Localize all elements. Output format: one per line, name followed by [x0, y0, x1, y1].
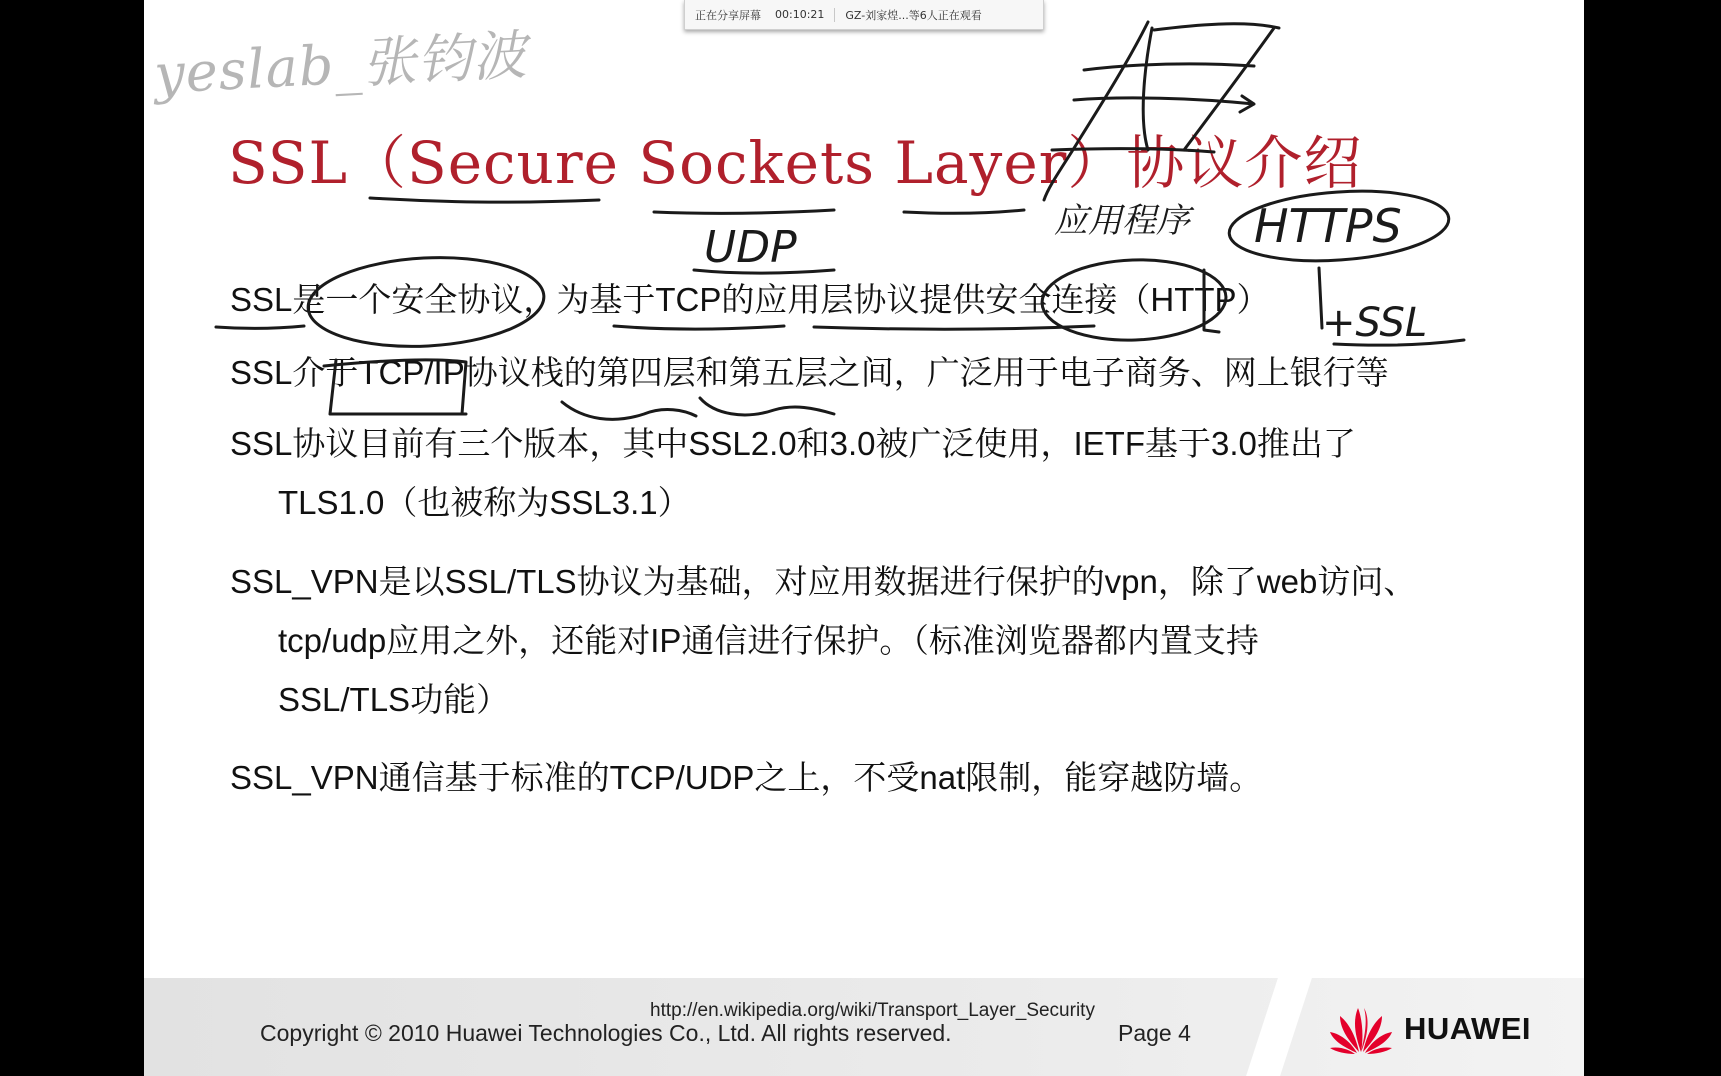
ink-sketch	[1084, 64, 1254, 70]
watermark-text: yeslab_张钧波	[152, 23, 529, 106]
bullet-line: SSL_VPN是以SSL/TLS协议为基础，对应用数据进行保护的vpn，除了web访问、	[230, 563, 1417, 600]
ink-text-ssl: +SSL	[1322, 300, 1428, 346]
ink-bracket	[1319, 268, 1322, 328]
page-number: Page 4	[1118, 1020, 1191, 1046]
ink-sketch	[1074, 96, 1254, 112]
screen-share-bar[interactable]	[684, 0, 1044, 30]
slide	[144, 0, 1584, 1076]
ink-sketch	[1154, 24, 1279, 30]
footer-divider	[1246, 978, 1312, 1076]
slide-title: SSL（Secure Sockets Layer）协议介绍	[228, 129, 1363, 197]
ink-text-app-layer: 应用程序	[1054, 201, 1190, 241]
bullet-line-continued: SSL/TLS功能）	[278, 681, 510, 718]
share-timer: 00:10:21	[775, 8, 825, 21]
bullet-item	[230, 270, 1270, 329]
ink-text-udp: UDP	[704, 222, 797, 273]
bullet-item	[230, 343, 1389, 402]
footer-url: http://en.wikipedia.org/wiki/Transport_Layer_Security	[650, 1000, 1095, 1021]
bullet-line: SSL介于TCP/IP协议栈的第四层和第五层之间，广泛用于电子商务、网上银行等	[230, 354, 1389, 391]
bullet-item	[230, 748, 1262, 807]
bullet-line-continued: TLS1.0（也被称为SSL3.1）	[278, 484, 691, 521]
ink-text-https: HTTPS	[1254, 199, 1402, 253]
huawei-logo-text: HUAWEI	[1404, 1011, 1531, 1046]
bullet-line: SSL_VPN通信基于标准的TCP/UDP之上，不受nat限制，能穿越防墙。	[230, 759, 1263, 796]
bullet-line-continued: tcp/udp应用之外，还能对IP通信进行保护。（标准浏览器都内置支持	[278, 622, 1259, 659]
huawei-logo	[1328, 1004, 1531, 1054]
share-divider	[834, 8, 835, 22]
huawei-petal-icon	[1328, 1004, 1394, 1054]
bullet-item	[230, 414, 1356, 532]
share-status: 正在分享屏幕	[695, 8, 761, 22]
share-viewers[interactable]: GZ-刘家煌...等6人正在观看	[845, 8, 982, 22]
ink-underline	[904, 210, 1024, 213]
ink-underline	[654, 210, 834, 213]
footer-copyright: Copyright © 2010 Huawei Technologies Co., Ltd. All rights reserved.	[260, 1020, 952, 1046]
bullet-line: SSL协议目前有三个版本，其中SSL2.0和3.0被广泛使用，IETF基于3.0推出了	[230, 425, 1356, 462]
bullet-item	[230, 552, 1416, 729]
bullet-line: SSL是一个安全协议，为基于TCP的应用层协议提供安全连接（HTTP）	[230, 281, 1270, 318]
